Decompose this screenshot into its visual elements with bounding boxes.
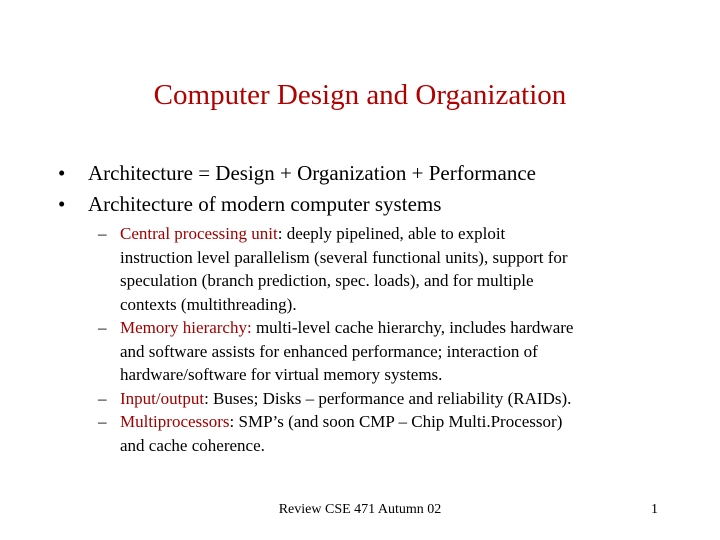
sub-sep: : [204,388,214,408]
sub-text: SMP’s (and soon CMP – Chip Multi.Processor) [238,412,563,431]
bullet-item [58,158,698,189]
dash-icon: – [98,412,107,431]
bullet-text: Architecture of modern computer systems [88,192,442,216]
sub-text: multi-level cache hierarchy, includes hardware [255,318,574,337]
bullet-list [58,158,698,220]
sub-term: Central processing unit [120,224,278,243]
sub-item-memory [98,316,668,387]
sub-item-io [98,387,668,411]
bullet-dot-icon: • [58,161,66,185]
sub-term: Memory hierarchy: [120,318,252,337]
sub-sep: : [277,224,287,243]
sub-term: Multiprocessors [120,412,230,431]
bullet-text: Architecture = Design + Organization + Performance [88,161,536,185]
sub-bullet-list [98,222,668,457]
sub-line [120,222,668,246]
sub-text: Buses; Disks – performance and reliability (RAIDs). [213,388,572,408]
dash-icon: – [98,224,107,243]
sub-item-cpu [98,222,668,316]
dash-icon: – [98,388,107,408]
sub-line: speculation (branch prediction, spec. loads), and for multiple [120,271,534,290]
bullet-dot-icon: • [58,192,66,216]
sub-line: instruction level parallelism (several functional units), support for [120,247,568,267]
sub-item-multiprocessors [98,410,668,457]
sub-line: and cache coherence. [120,435,265,455]
sub-line: and software assists for enhanced performance; interaction of [120,341,538,361]
sub-text: deeply pipelined, able to exploit [286,224,506,243]
bullet-item [58,189,698,220]
slide-title: Computer Design and Organization [153,79,567,111]
sub-sep: : [229,412,239,431]
sub-line: hardware/software for virtual memory systems. [120,365,443,384]
sub-line [120,387,668,411]
sub-term: Input/output [120,388,205,408]
footer-caption: Review CSE 471 Autumn 02 [278,502,442,517]
sub-line [120,410,668,434]
sub-line [120,316,668,340]
dash-icon: – [98,318,107,337]
page-number: 1 [651,502,658,517]
sub-line: contexts (multithreading). [120,294,297,314]
